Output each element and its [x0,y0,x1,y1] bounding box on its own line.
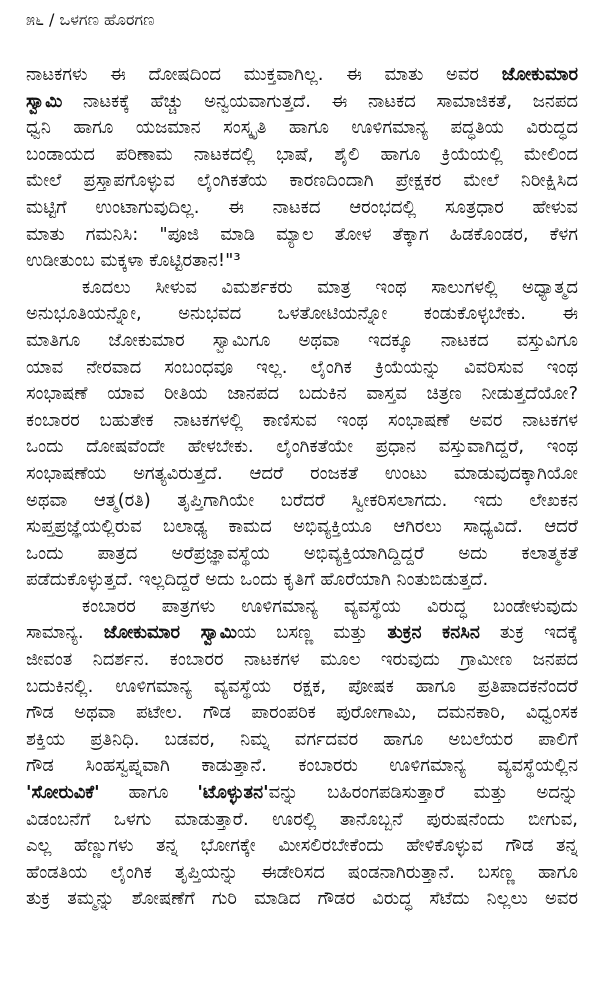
text-line: ಅಥವಾ ಆತ್ಮ(ರತಿ) ತೃಪ್ತಿಗಾಗಿಯೇ ಬರೆದರೆ ಸ್ವೀಕರಿಸಲಾಗದು. ಇದು ಲೇಖಕನ [26,489,578,511]
text-line: ಉಡೀತುಂಬ ಮಕ್ಕಳಾ ಕೊಟ್ಟಿರತಾನ!"³ [26,250,241,272]
running-header: ೫೬ / ಒಳಗಣ ಹೊರಗಣ [26,10,155,29]
text-line: ನಾಟಕಗಳು ಈ ದೋಷದಿಂದ ಮುಕ್ತವಾಗಿಲ್ಲ. ಈ ಮಾತು ಅವರ ಜೋಕುಮಾರ [26,64,578,85]
text-line: ಎಲ್ಲ ಹೆಣ್ಣುಗಳು ತನ್ನ ಭೋಗಕ್ಕೇ ಮೀಸಲಿರಬೇಕೆಂದು ಹೇಳಿಕೊಳ್ಳುವ ಗೌಡ ತನ್ನ [26,835,578,857]
text-line: ಜೀವಂತ ನಿದರ್ಶನ. ಕಂಬಾರರ ನಾಟಕಗಳ ಮೂಲ ಇರುವುದು ಗ್ರಾಮೀಣ ಜನಪದ [26,649,578,671]
text-line: ಹೆಂಡತಿಯ ಲೈಂಗಿಕ ತೃಪ್ತಿಯನ್ನು ಈಡೇರಿಸದ ಷಂಡನಾಗಿರುತ್ತಾನೆ. ಬಸಣ್ಣ ಹಾಗೂ [26,861,578,883]
text-line: ಮೇಲೆ ಪ್ರಸ್ತಾಪಗೊಳ್ಳುವ ಲೈಂಗಿಕತೆಯ ಕಾರಣದಿಂದಾಗಿ ಪ್ರೇಕ್ಷಕರ ಮೇಲೆ ನಿರೀಕ್ಷಿಸಿದ [26,170,578,192]
text-line: ಕಂಬಾರರ ಪಾತ್ರಗಳು ಊಳಿಗಮಾನ್ಯ ವ್ಯವಸ್ಥೆಯ ವಿರುದ್ಧ ಬಂಡೇಳುವುದು [82,595,578,617]
text-line: ಒಂದು ಪಾತ್ರದ ಅರೆಪ್ರಜ್ಞಾವಸ್ಥೆಯ ಅಭಿವ್ಯಕ್ತಿಯಾಗಿದ್ದಿದ್ದರೆ ಅದು ಕಲಾತ್ಮಕತೆ [26,542,578,564]
text-line: ಸುಪ್ತಪ್ರಜ್ಞೆಯಲ್ಲಿರುವ ಬಲಾಢ್ಯ ಕಾಮದ ಅಭಿವ್ಯಕ್ತಿಯೂ ಆಗಿರಲು ಸಾಧ್ಯವಿದೆ. ಆದರೆ [26,516,578,538]
text-line: ಗೌಡ ಅಥವಾ ಪಟೇಲ. ಗೌಡ ಪಾರಂಪರಿಕ ಪುರೋಗಾಮಿ, ದಮನಕಾರಿ, ವಿಧ್ವಂಸಕ [26,702,578,724]
text-line: ಕಂಬಾರರ ಬಹುತೇಕ ನಾಟಕಗಳಲ್ಲಿ ಕಾಣಿಸುವ ಇಂಥ ಸಂಭಾಷಣೆ ಅವರ ನಾಟಕಗಳ [26,409,578,431]
text-line: ಪಡೆದುಕೊಳ್ಳುತ್ತದೆ. ಇಲ್ಲದಿದ್ದರೆ ಅದು ಒಂದು ಕೃತಿಗೆ ಹೊರೆಯಾಗಿ ನಿಂತುಬಿಡುತ್ತದೆ. [26,569,489,591]
text-line: ಅನುಭೂತಿಯನ್ನೋ, ಅನುಭವದ ಒಳತೋಟಿಯನ್ನೋ ಕಂಡುಕೊಳ್ಳಬೇಕು. ಈ [26,303,578,325]
text-line: ಸ್ವಾಮಿ ನಾಟಕಕ್ಕೆ ಹೆಚ್ಚು ಅನ್ವಯವಾಗುತ್ತದೆ. ಈ ನಾಟಕದ ಸಾಮಾಜಿಕತೆ, ಜನಪದ [26,90,578,112]
text-line: ಸಾಮಾನ್ಯ. ಜೋಕುಮಾರ ಸ್ವಾಮಿಯ ಬಸಣ್ಣ ಮತ್ತು ತುಕ್ರನ ಕನಸಿನ ತುಕ್ರ ಇದಕ್ಕೆ [26,622,578,644]
text-line: ಒಂದು ದೋಷವೆಂದೇ ಹೇಳಬೇಕು. ಲೈಂಗಿಕತೆಯೇ ಪ್ರಧಾನ ವಸ್ತುವಾಗಿದ್ದರೆ, ಇಂಥ [26,436,578,458]
body-text [26,62,578,913]
text-line: ಯಾವ ನೇರವಾದ ಸಂಬಂಧವೂ ಇಲ್ಲ. ಲೈಂಗಿಕ ಕ್ರಿಯೆಯನ್ನು ವಿವರಿಸುವ ಇಂಥ [26,356,578,378]
text-line: ಬದುಕಿನಲ್ಲಿ. ಊಳಿಗಮಾನ್ಯ ವ್ಯವಸ್ಥೆಯ ರಕ್ಷಕ, ಪೋಷಕ ಹಾಗೂ ಪ್ರತಿಪಾದಕನೆಂದರೆ [26,675,578,697]
text-line: ಕೂದಲು ಸೀಳುವ ವಿಮರ್ಶಕರು ಮಾತ್ರ ಇಂಥ ಸಾಲುಗಳಲ್ಲಿ ಅಧ್ಯಾತ್ಮದ [82,276,578,298]
text-line: ಸಂಭಾಷಣೆಯ ಅಗತ್ಯವಿರುತ್ತದೆ. ಆದರೆ ರಂಜಕತೆ ಉಂಟು ಮಾಡುವುದಕ್ಕಾಗಿಯೋ [26,462,578,484]
text-line: 'ಸೋರುವಿಕೆ' ಹಾಗೂ 'ಟೊಳ್ಳುತನ'ವನ್ನು ಬಹಿರಂಗಪಡಿಸುತ್ತಾರೆ ಮತ್ತು ಅದನ್ನು [26,782,578,804]
text-line: ಬಂಡಾಯದ ಪರಿಣಾಮ ನಾಟಕದಲ್ಲಿ ಭಾಷೆ, ಶೈಲಿ ಹಾಗೂ ಕ್ರಿಯೆಯಲ್ಲಿ ಮೇಲಿಂದ [26,143,578,165]
text-line: ಮಾತಿಗೂ ಜೋಕುಮಾರ ಸ್ವಾಮಿಗೂ ಅಥವಾ ಇದಕ್ಕೂ ನಾಟಕದ ವಸ್ತುವಿಗೂ [26,329,578,351]
text-line: ಗೌಡ ಸಿಂಹಸ್ವಪ್ನವಾಗಿ ಕಾಡುತ್ತಾನೆ. ಕಂಬಾರರು ಊಳಿಗಮಾನ್ಯ ವ್ಯವಸ್ಥೆಯಲ್ಲಿನ [26,755,578,777]
text-line: ಮಾತು ಗಮನಿಸಿ: "ಪೂಜಿ ಮಾಡಿ ಮ್ಯಾಲ ತೋಳ ತೆಕ್ಕಾಗ ಹಿಡಕೊಂಡರ, ಕೆಳಗ [26,223,578,245]
text-line: ಮಟ್ಟಿಗೆ ಉಂಟಾಗುವುದಿಲ್ಲ. ಈ ನಾಟಕದ ಆರಂಭದಲ್ಲಿ ಸೂತ್ರಧಾರ ಹೇಳುವ [26,196,578,218]
text-line: ಧ್ವನಿ ಹಾಗೂ ಯಜಮಾನ ಸಂಸ್ಕೃತಿ ಹಾಗೂ ಊಳಿಗಮಾನ್ಯ ಪದ್ಧತಿಯ ವಿರುದ್ಧದ [26,117,578,139]
text-line: ವಿಡಂಬನೆಗೆ ಒಳಗು ಮಾಡುತ್ತಾರೆ. ಊರಲ್ಲಿ ತಾನೊಬ್ಬನೆ ಪುರುಷನೆಂದು ಬೀಗುವ, [26,808,578,830]
text-line: ಸಂಭಾಷಣೆ ಯಾವ ರೀತಿಯ ಜಾನಪದ ಬದುಕಿನ ವಾಸ್ತವ ಚಿತ್ರಣ ನೀಡುತ್ತದೆಯೋ? [26,383,578,405]
text-line: ಶಕ್ತಿಯ ಪ್ರತಿನಿಧಿ. ಬಡವರ, ನಿಮ್ನ ವರ್ಗದವರ ಹಾಗೂ ಅಬಲೆಯರ ಪಾಲಿಗೆ [26,728,578,750]
text-line: ತುಕ್ರ ತಮ್ಮನ್ನು ಶೋಷಣೆಗೆ ಗುರಿ ಮಾಡಿದ ಗೌಡರ ವಿರುದ್ಧ ಸೆಟೆದು ನಿಲ್ಲಲು ಅವರ [26,888,578,910]
